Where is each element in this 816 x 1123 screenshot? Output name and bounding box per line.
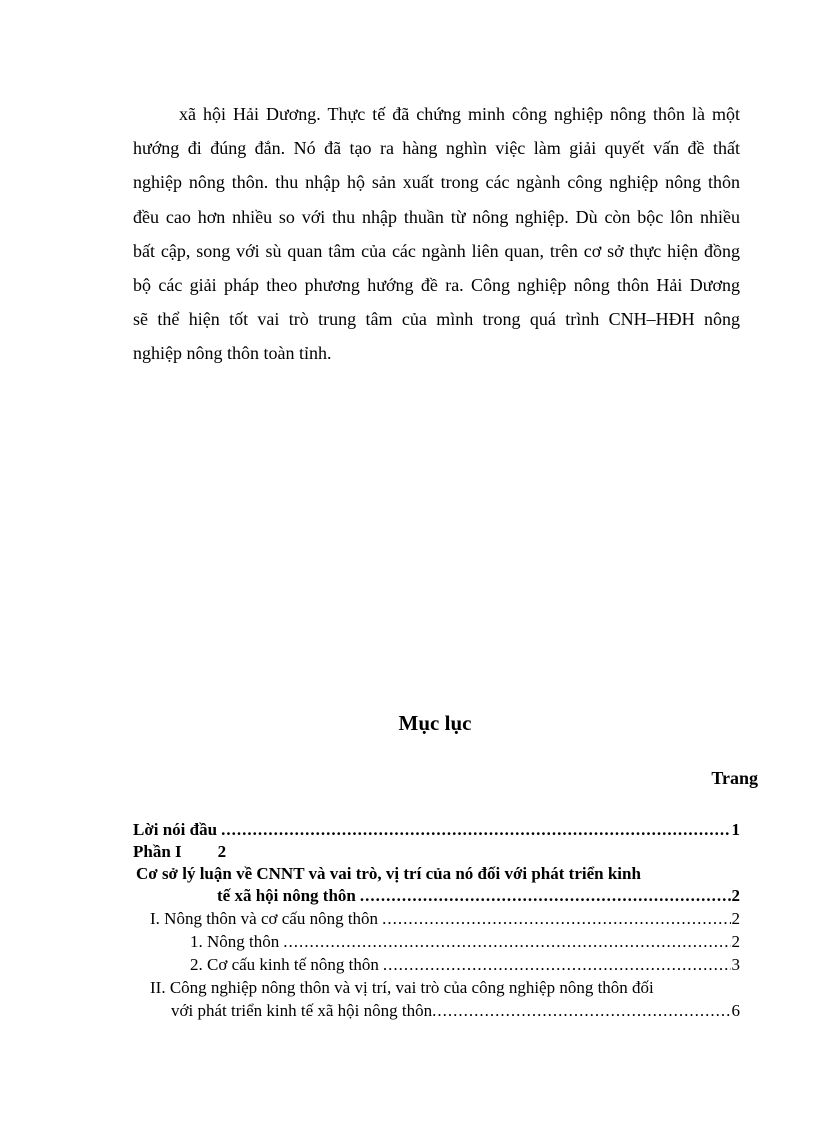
toc-leader: [383, 955, 731, 977]
toc-entry-loi-noi-dau[interactable]: [133, 820, 740, 842]
paragraph-line: nghiệp nông thôn. thu nhập hộ sản xuất trong các ngành công nghiệp nông thôn: [133, 172, 740, 193]
paragraph-line: hướng đi đúng đắn. Nó đã tạo ra hàng nghìn việc làm giải quyết vấn đề thất: [133, 138, 740, 159]
toc-entry-text: II. Công nghiệp nông thôn và vị trí, vai trò của công nghiệp nông thôn đối: [150, 978, 654, 997]
toc-entry-cong-nghiep-nong-thon[interactable]: [150, 978, 654, 998]
toc-entry-page: 2: [217, 842, 227, 861]
body-paragraph: [133, 97, 740, 371]
toc-entry-page: 2: [731, 932, 741, 954]
toc-entry-co-so-ly-luan-cont[interactable]: [217, 886, 740, 908]
toc-entry-text: Phần I: [133, 842, 182, 861]
toc-title: Mục lục: [398, 711, 472, 735]
toc-entry-text: Cơ sở lý luận về CNNT và vai trò, vị trí của nó đối với phát triển kinh: [136, 864, 641, 883]
toc-entry-co-cau-kinh-te[interactable]: [190, 955, 740, 977]
toc-entry-co-so-ly-luan[interactable]: [136, 864, 641, 884]
toc-entry-page: 6: [731, 1001, 741, 1023]
toc-page-header: Trang: [711, 768, 758, 788]
toc-leader: [432, 1001, 730, 1023]
paragraph-line: sẽ thể hiện tốt vai trò trung tâm của mình trong quá trình CNH–HĐH nông: [133, 309, 740, 330]
toc-entry-text: 1. Nông thôn: [190, 932, 283, 954]
paragraph-line: bất cập, song với sù quan tâm của các ngành liên quan, trên cơ sở thực hiện đồng: [133, 240, 740, 261]
paragraph-line: nghiệp nông thôn toàn tỉnh.: [133, 343, 332, 364]
toc-entry-text: tế xã hội nông thôn: [217, 886, 360, 908]
toc-entry-page: 1: [731, 820, 741, 842]
toc-leader: [283, 932, 730, 954]
toc-entry-text: I. Nông thôn và cơ cấu nông thôn: [150, 909, 382, 931]
toc-entry-page: 3: [731, 955, 741, 977]
toc-entry-phan-i[interactable]: [133, 842, 226, 862]
toc-leader: [360, 886, 731, 908]
toc-entry-cong-nghiep-nong-thon-cont[interactable]: [171, 1001, 740, 1023]
toc-entry-text: 2. Cơ cấu kinh tế nông thôn: [190, 955, 383, 977]
toc-entry-nong-thon-co-cau[interactable]: [150, 909, 740, 931]
paragraph-line: đều cao hơn nhiều so với thu nhập thuần từ nông nghiệp. Dù còn bộc lôn nhiều: [133, 206, 740, 227]
toc-entry-text: Lời nói đầu: [133, 820, 221, 842]
toc-leader: [382, 909, 730, 931]
toc-entry-nong-thon[interactable]: [190, 932, 740, 954]
toc-entry-text: với phát triển kinh tế xã hội nông thôn: [171, 1001, 432, 1023]
toc-entry-page: 2: [731, 909, 741, 931]
paragraph-line: bộ các giải pháp theo phương hướng đề ra. Công nghiệp nông thôn Hải Dương: [133, 274, 740, 295]
toc-leader: [221, 820, 730, 842]
paragraph-line: xã hội Hải Dương. Thực tế đã chứng minh công nghiệp nông thôn là một: [179, 104, 740, 124]
toc-entry-page: 2: [731, 886, 741, 908]
